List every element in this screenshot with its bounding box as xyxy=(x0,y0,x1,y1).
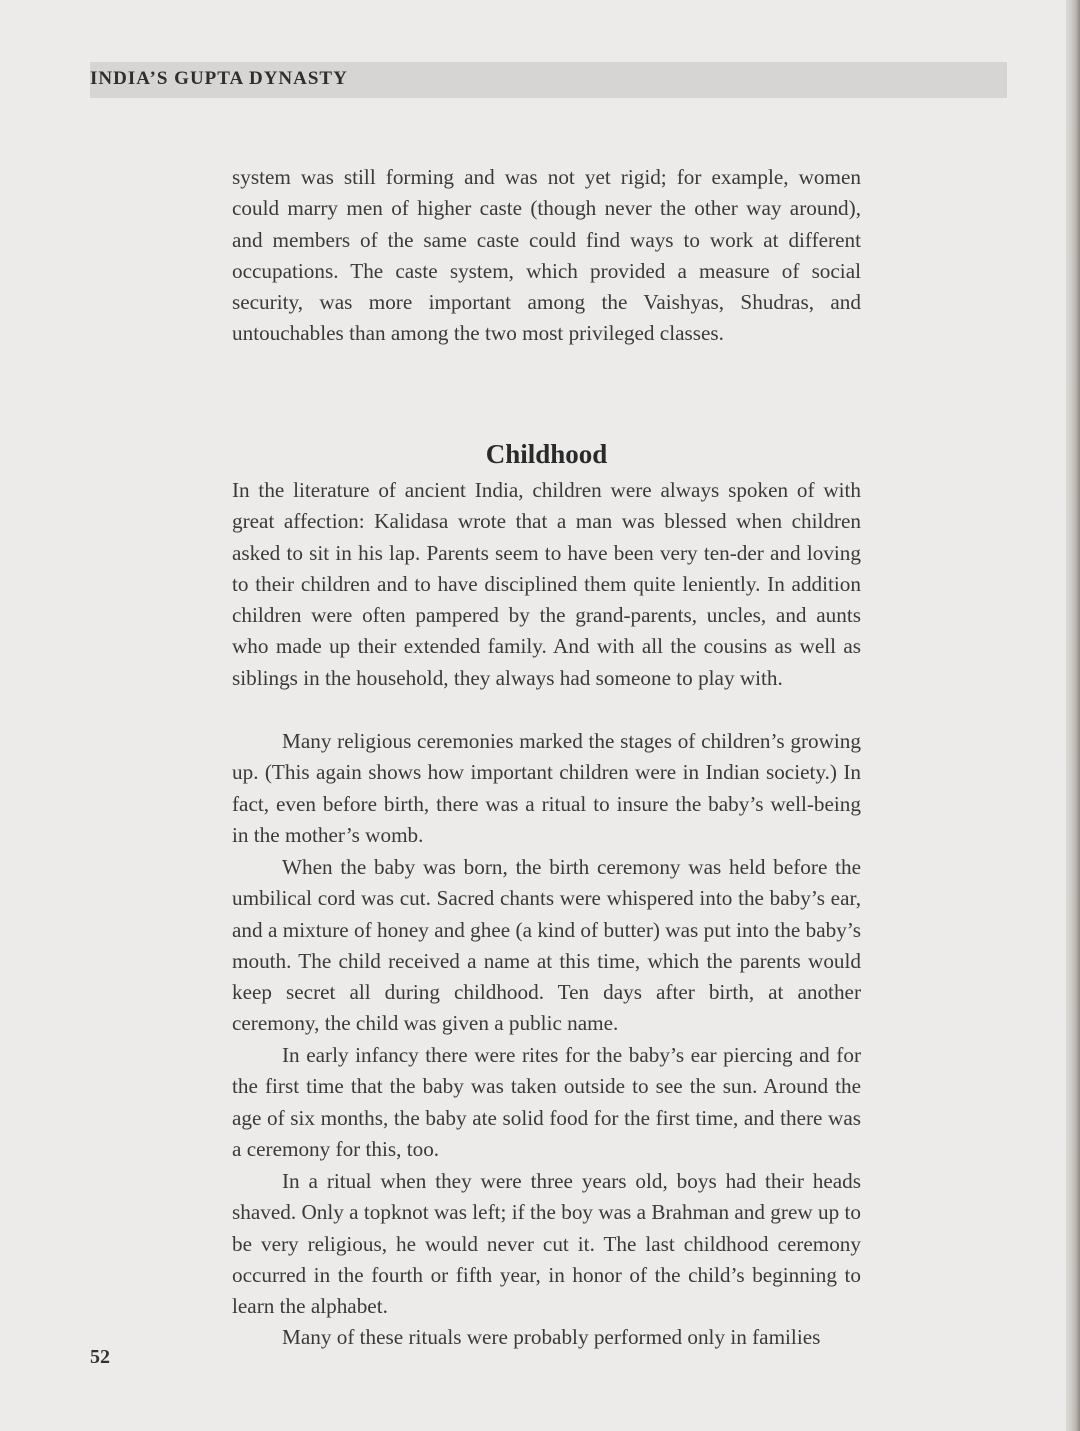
body-paragraph: Many of these rituals were probably performed only in families xyxy=(282,1325,821,1349)
body-paragraph: Many religious ceremonies marked the stages of children’s growing up. (This again shows how important children were in Indian society.) In fact, even before birth, there was a ritual to insure the baby’s well-being in the mother’s womb. xyxy=(232,729,861,847)
section-heading: Childhood xyxy=(485,439,608,469)
page-number: 52 xyxy=(90,1346,110,1368)
running-head: INDIA’S GUPTA DYNASTY xyxy=(90,68,348,89)
page-edge xyxy=(1066,0,1080,1431)
body-paragraph: In a ritual when they were three years old, boys had their heads shaved. Only a topknot was left; if the boy was a Brahman and grew up to be very religious, he would never cut it. The last childhood ceremony occurred in the fourth or fifth year, in honor of the child’s beginning to learn the alphabet. xyxy=(232,1169,861,1319)
body-paragraph: In early infancy there were rites for the baby’s ear piercing and for the first time that the baby was taken outside to see the sun. Around the age of six months, the baby ate solid food for the first time, and there was a ceremony for this, too. xyxy=(232,1043,861,1161)
body-paragraph: When the baby was born, the birth ceremony was held before the umbilical cord was cut. Sacred chants were whispered into the baby’s ear, and a mixture of honey and ghee (a kind of butter) was put into the baby’s mouth. The child received a name at this time, which the parents would keep secret all during childhood. Ten days after birth, at another ceremony, the child was given a public name. xyxy=(232,855,861,1036)
body-paragraph: In the literature of ancient India, children were always spoken of with great affection: Kalidasa wrote that a man was blessed when children asked to sit in his lap. Parents seem to have been very ten-der and loving to their children and to have disciplined them quite leniently. In addition children were often pampered by the grand-parents, uncles, and aunts who made up their extended family. And with all the cousins as well as siblings in the household, they always had someone to play with. xyxy=(232,478,861,690)
body-paragraph: system was still forming and was not yet rigid; for example, women could marry men of higher caste (though never the other way around), and members of the same caste could find ways to work at different occupations. The caste system, which provided a measure of social security, was more important among the Vaishyas, Shudras, and untouchables than among the two most privileged classes. xyxy=(232,165,861,346)
